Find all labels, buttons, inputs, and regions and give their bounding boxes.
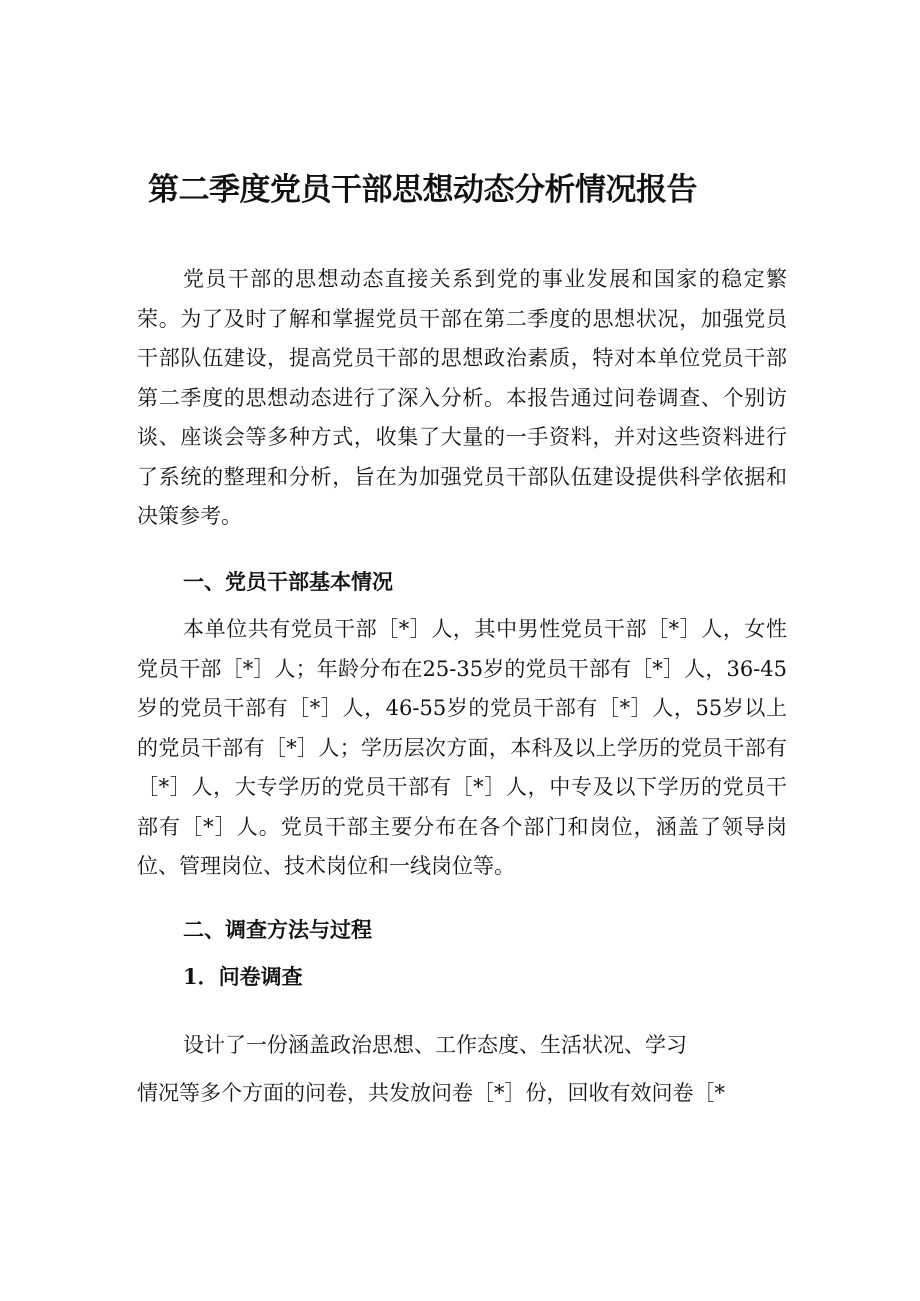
questionnaire-paragraph-line2: 情况等多个方面的问卷，共发放问卷［*］份，回收有效问卷［* xyxy=(137,1081,725,1105)
subsection-heading-questionnaire: 1．问卷调查 xyxy=(183,964,303,989)
section-heading-survey-method: 二、调查方法与过程 xyxy=(183,918,372,942)
section-heading-basic-info: 一、党员干部基本情况 xyxy=(183,570,393,594)
questionnaire-paragraph-line1: 设计了一份涵盖政治思想、工作态度、生活状况、学习 xyxy=(183,1033,687,1057)
basic-info-paragraph: 本单位共有党员干部［*］人，其中男性党员干部［*］人，女性党员干部［*］人；年龄分布在25-35岁的党员干部有［*］人，36-45岁的党员干部有［*］人，46-55岁的党员干部有［*］人，55岁以上的党员干部有［*］人；学历层次方面，本科及以上学历的党员干部有［*］人，大专学历的党员干部有［*］人，中专及以下学历的党员干部有［*］人。党员干部主要分布在各个部门和岗位，涵盖了领导岗位、管理岗位、技术岗位和一线岗位等。 xyxy=(137,617,787,878)
intro-paragraph: 党员干部的思想动态直接关系到党的事业发展和国家的稳定繁荣。为了及时了解和掌握党员干部在第二季度的思想状况，加强党员干部队伍建设，提高党员干部的思想政治素质，特对本单位党员干部第二季度的思想动态进行了深入分析。本报告通过问卷调查、个别访谈、座谈会等多种方式，收集了大量的一手资料，并对这些资料进行了系统的整理和分析，旨在为加强党员干部队伍建设提供科学依据和决策参考。 xyxy=(137,267,787,528)
document-title: 第二季度党员干部思想动态分析情况报告 xyxy=(148,172,697,208)
